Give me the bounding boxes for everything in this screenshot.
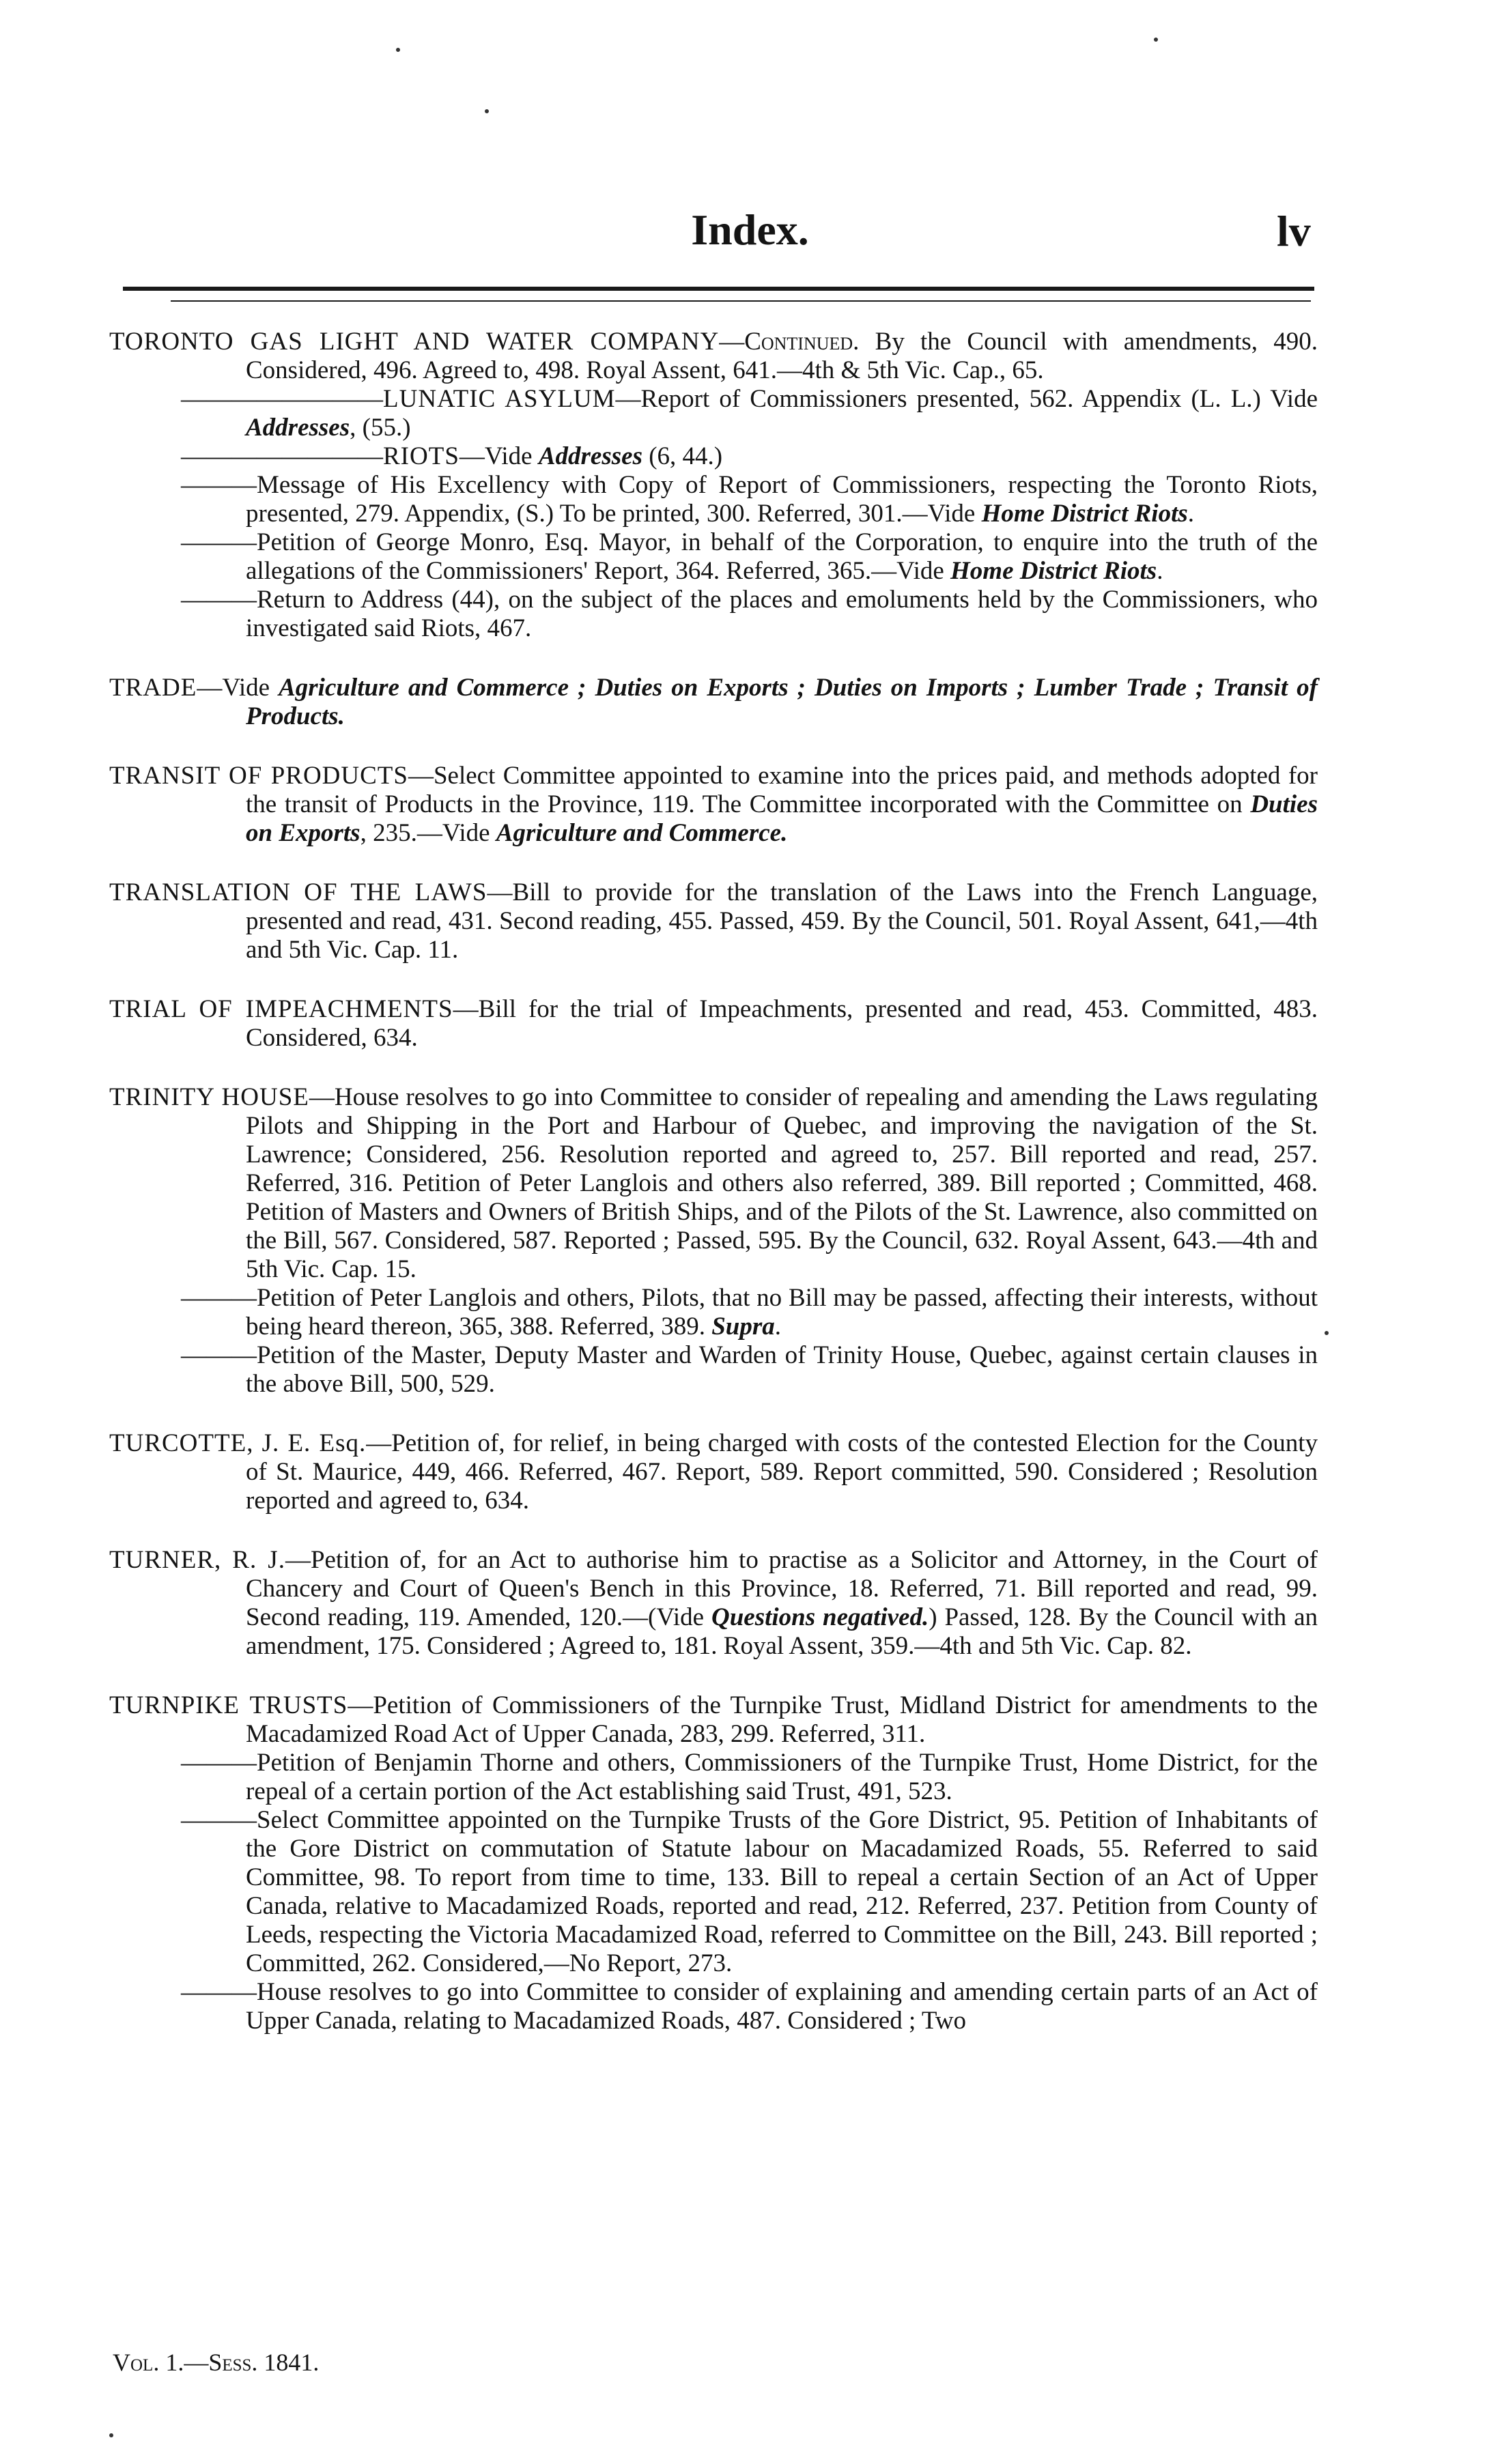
index-entry [109,674,1318,731]
sub-after: , (55.) [350,414,411,442]
sub-entry [109,1806,1318,1978]
page-number: lv [1277,207,1311,255]
sub-text: —Vide [459,442,539,470]
sub-after: (6, 44.) [642,442,723,470]
index-entry [109,995,1318,1052]
sub-text: Select Committee appointed on the Turnpike Trusts of the Gore District, 95. Petition of Inhabitants of the Gore District on commutation of Statute labour on Macadamized Roads, 55. Referred to said Committee, 98. To report from time to time, 133. Bill to repeal a certain Section of an Act of Upper Canada, relative to Macadamized Roads, reported and read, 212. Referred, 237. Petition from County of Leeds, respecting the Victoria Macadamized Road, referred to Committee on the Bill, 243. Bill reported ; Committed, 262. Considered,—No Report, 273. [246,1806,1318,1977]
index-entry [109,762,1318,848]
entry-heading: TRADE [109,674,197,702]
page-title: Index. [691,205,809,254]
index-entry [109,1429,1318,1515]
sub-dash: ——— [181,586,257,614]
sub-dash: ——— [181,1341,257,1369]
sub-text: —Report of Commissioners presented, 562. Appendix (L. L.) Vide [615,385,1318,413]
sub-dash: ——— [181,1749,257,1777]
sub-dash: ——— [181,1284,257,1312]
sub-entry [109,471,1318,528]
entry-text: —Bill for the trial of Impeachments, presented and read, 453. Committed, 483. Considered, 634. [246,995,1318,1052]
entry-heading: TORONTO GAS LIGHT AND WATER COMPANY [109,328,720,356]
index-entry [109,1083,1318,1399]
scan-speck [1325,1331,1329,1335]
sub-dash: ——— [181,528,257,556]
index-entries [109,328,1318,2066]
sub-dash: ——— [181,1806,257,1834]
index-entry [109,878,1318,964]
entry-text: —Vide [197,674,279,702]
entry-text: —Petition of, for an Act to authorise him to practise as a Solicitor and Attorney, in the Court of Chancery and Court of Queen's Bench in this Province, 18. Referred, 71. Bill reported and read, 99. Second reading, 119. Amended, 120.—(Vide [246,1546,1318,1631]
sub-entry [109,1341,1318,1399]
sub-after: . [774,1313,782,1341]
entry-after: ) Passed, 128. By the Council with an amendment, 175. Considered ; Agreed to, 181. Royal Assent, 359.—4th and 5th Vic. Cap. 82. [246,1603,1318,1660]
entry-reference: Questions negatived. [711,1603,929,1631]
header-rule-thick [123,287,1314,291]
sub-reference: Supra [711,1313,775,1341]
sub-after: . [1157,557,1163,585]
sub-dash: ——— [181,1978,257,2006]
index-entry [109,1546,1318,1661]
sub-text: Return to Address (44), on the subject of the places and emoluments held by the Commissioners, who investigated said Riots, 467. [246,586,1318,642]
entry-text: —Select Committee appointed to examine into the prices paid, and methods adopted for the transit of Products in the Province, 119. The Committee incorporated with the Committee on [246,762,1318,818]
entry-reference: Agriculture and Commerce. [496,819,788,847]
sub-entry [109,442,1318,471]
sub-dash: ———————— [181,385,383,413]
sub-text: Petition of the Master, Deputy Master and Warden of Trinity House, Quebec, against certain clauses in the above Bill, 500, 529. [246,1341,1318,1398]
sub-reference: Home District Riots [950,557,1157,585]
index-entry [109,1691,1318,2035]
entry-text: —Bill to provide for the translation of the Laws into the French Language, presented and read, 431. Second reading, 455. Passed, 459. By the Council, 501. Royal Assent, 641,—4th and 5th Vic. Cap. 11. [246,878,1318,964]
sub-text: Petition of George Monro, Esq. Mayor, in behalf of the Corporation, to enquire into the truth of the allegations of the Commissioners' Report, 364. Referred, 365.—Vide [246,528,1318,585]
entry-heading: TURNER, R. J. [109,1546,285,1574]
sub-entry [109,1284,1318,1341]
sub-entry [109,528,1318,586]
entry-text: —Petition of, for relief, in being charged with costs of the contested Election for the County of St. Maurice, 449, 466. Referred, 467. Report, 589. Report committed, 590. Considered ; Resolution reported and agreed to, 634. [246,1429,1318,1515]
sub-text: Message of His Excellency with Copy of Report of Commissioners, respecting the Toronto Riots, presented, 279. Appendix, (S.) To be printed, 300. Referred, 301.—Vide [246,471,1318,528]
entry-heading-suffix: —Continued. [719,328,860,356]
scan-speck [1154,38,1158,42]
sub-reference: Addresses [538,442,642,470]
sub-label: RIOTS [383,442,459,470]
scan-speck [485,109,489,113]
sub-text: Petition of Peter Langlois and others, Pilots, that no Bill may be passed, affecting their interests, without being heard thereon, 365, 388. Referred, 389. [246,1284,1318,1341]
entry-heading: TRIAL OF IMPEACHMENTS [109,995,453,1023]
sub-entry [109,385,1318,442]
header-rule-thin [171,300,1311,302]
entry-heading: TRANSIT OF PRODUCTS [109,762,408,790]
entry-text: —House resolves to go into Committee to consider of repealing and amending the Laws regulating Pilots and Shipping in the Port and Harbour of Quebec, and improving the navigation of the St. Lawrence; Considered, 256. Resolution reported and agreed to, 257. Bill reported and read, 257. Referred, 316. Petition of Peter Langlois and others also referred, 389. Bill reported ; Committed, 468. Petition of Masters and Owners of British Ships, and of the Pilots of the St. Lawrence, also committed on the Bill, 567. Considered, 587. Reported ; Passed, 595. By the Council, 632. Royal Assent, 643.—4th and 5th Vic. Cap. 15. [246,1083,1318,1283]
sub-reference: Addresses [246,414,350,442]
entry-reference: Duties on Exports [246,790,1318,847]
entry-after: , 235.—Vide [360,819,496,847]
index-entry [109,328,1318,643]
sub-entry [109,586,1318,643]
sub-dash: ———————— [181,442,383,470]
sub-dash: ——— [181,471,257,499]
sub-text: Petition of Benjamin Thorne and others, Commissioners of the Turnpike Trust, Home District, for the repeal of a certain portion of the Act establishing said Trust, 491, 523. [246,1749,1318,1805]
sub-text: House resolves to go into Committee to consider of explaining and amending certain parts of an Act of Upper Canada, relating to Macadamized Roads, 487. Considered ; Two [246,1978,1318,2035]
entry-reference: Agriculture and Commerce ; Duties on Exports ; Duties on Imports ; Lumber Trade ; Transit of Products. [246,674,1318,730]
sub-after: . [1187,500,1194,528]
scan-speck [109,2433,113,2437]
entry-heading: TRANSLATION OF THE LAWS [109,878,487,906]
entry-heading: TRINITY HOUSE [109,1083,309,1111]
sub-entry [109,1749,1318,1806]
entry-heading: TURNPIKE TRUSTS [109,1691,348,1719]
sub-reference: Home District Riots [981,500,1188,528]
entry-text: —Petition of Commissioners of the Turnpike Trust, Midland District for amendments to the Macadamized Road Act of Upper Canada, 283, 299. Referred, 311. [246,1691,1318,1748]
page-footer: Vol. 1.—Sess. 1841. [113,2349,320,2376]
entry-text: By the Council with amendments, 490. Considered, 496. Agreed to, 498. Royal Assent, 641.—4th & 5th Vic. Cap., 65. [246,328,1318,384]
scan-speck [396,48,400,52]
sub-entry [109,1978,1318,2035]
entry-heading: TURCOTTE, J. E. Esq. [109,1429,367,1457]
sub-label: LUNATIC ASYLUM [383,385,616,413]
